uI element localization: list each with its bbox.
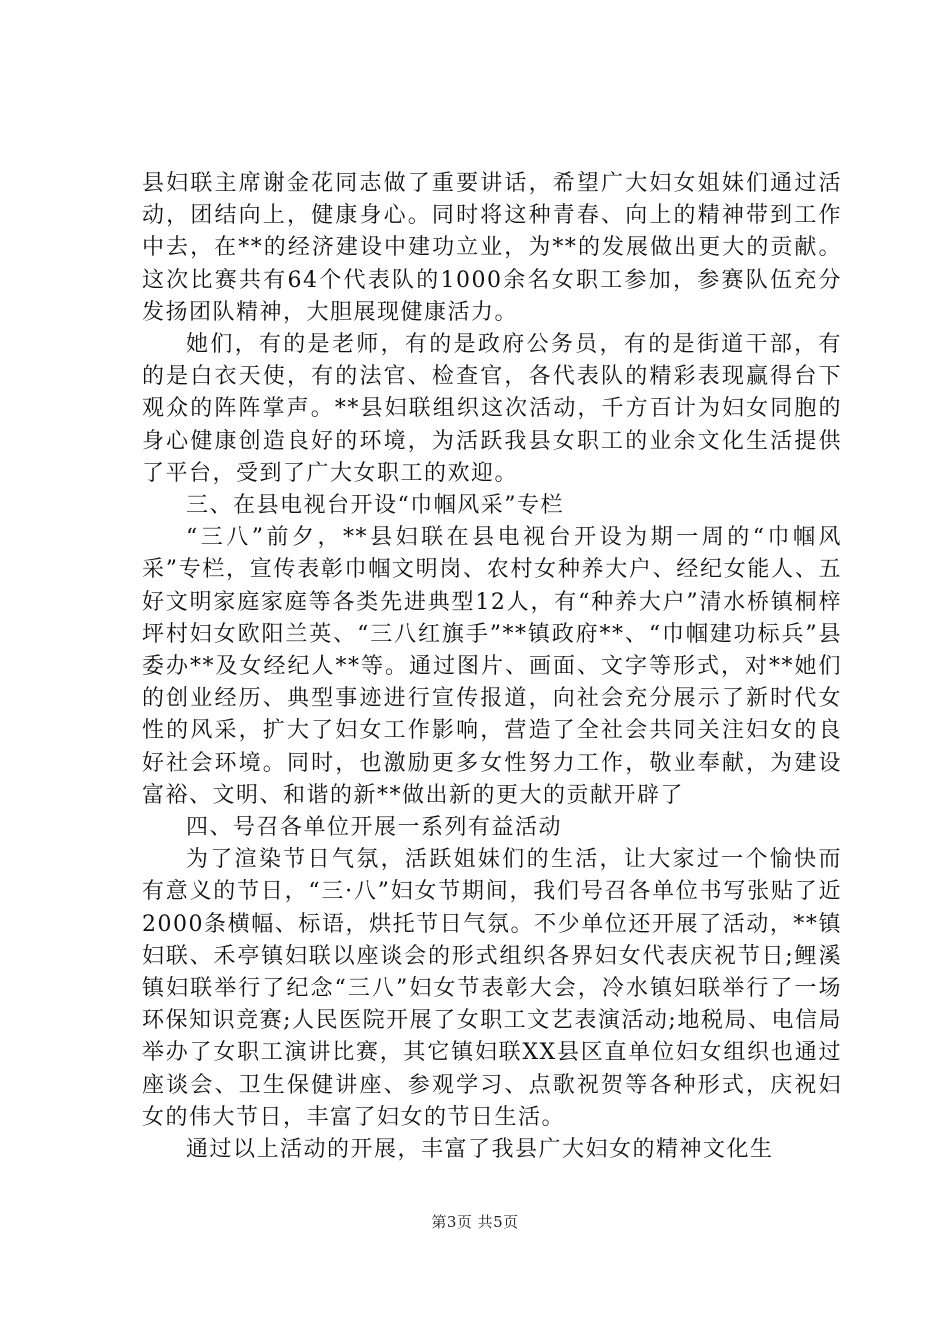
- paragraph-speech: 县妇联主席谢金花同志做了重要讲话，希望广大妇女姐妹们通过活动，团结向上，健康身心。同时将这种青春、向上的精神带到工作中去，在**的经济建设中建功立业，为**的发展做出更大的贡献。这次比赛共有64个代表队的1000余名女职工参加，参赛队伍充分发扬团队精神，大胆展现健康活力。: [142, 171, 842, 325]
- section-heading-4: 四、号召各单位开展一系列有益活动: [186, 815, 563, 841]
- page-number: 第3页 共5页: [431, 1213, 519, 1231]
- paragraph-summary: 通过以上活动的开展，丰富了我县广大妇女的精神文化生: [186, 1137, 774, 1163]
- section-heading-3: 三、在县电视台开设“巾帼风采”专栏: [186, 493, 564, 519]
- document-body: [142, 168, 842, 1166]
- paragraph-participants: 她们，有的是老师，有的是政府公务员，有的是街道干部，有的是白衣天使，有的法官、检查官，各代表队的精彩表现赢得台下观众的阵阵掌声。**县妇联组织这次活动，千方百计为妇女同胞的身心健康创造良好的环境，为活跃我县女职工的业余文化生活提供了平台，受到了广大女职工的欢迎。: [142, 332, 842, 486]
- paragraph-tv-column: “三八”前夕，**县妇联在县电视台开设为期一周的“巾帼风采”专栏，宣传表彰巾帼文明岗、农村女种养大户、经纪女能人、五好文明家庭家庭等各类先进典型12人，有“种养大户”清水桥镇桐梓坪村妇女欧阳兰英、“三八红旗手”**镇政府**、“巾帼建功标兵”县委办**及女经纪人**等。通过图片、画面、文字等形式，对**她们的创业经历、典型事迹进行宣传报道，向社会充分展示了新时代女性的风采，扩大了妇女工作影响，营造了全社会共同关注妇女的良好社会环境。同时，也激励更多女性努力工作，敬业奉献，为建设富裕、文明、和谐的新**做出新的更大的贡献开辟了: [142, 525, 842, 808]
- paragraph-activities: 为了渲染节日气氛，活跃姐妹们的生活，让大家过一个愉快而有意义的节日，“三·八”妇女节期间，我们号召各单位书写张贴了近2000条横幅、标语，烘托节日气氛。不少单位还开展了活动，**镇妇联、禾亭镇妇联以座谈会的形式组织各界妇女代表庆祝节日;鲤溪镇妇联举行了纪念“三八”妇女节表彰大会，冷水镇妇联举行了一场环保知识竞赛;人民医院开展了女职工文艺表演活动;地税局、电信局举办了女职工演讲比赛，其它镇妇联XX县区直单位妇女组织也通过座谈会、卫生保健讲座、参观学习、点歌祝贺等各种形式，庆祝妇女的伟大节日，丰富了妇女的节日生活。: [142, 847, 842, 1130]
